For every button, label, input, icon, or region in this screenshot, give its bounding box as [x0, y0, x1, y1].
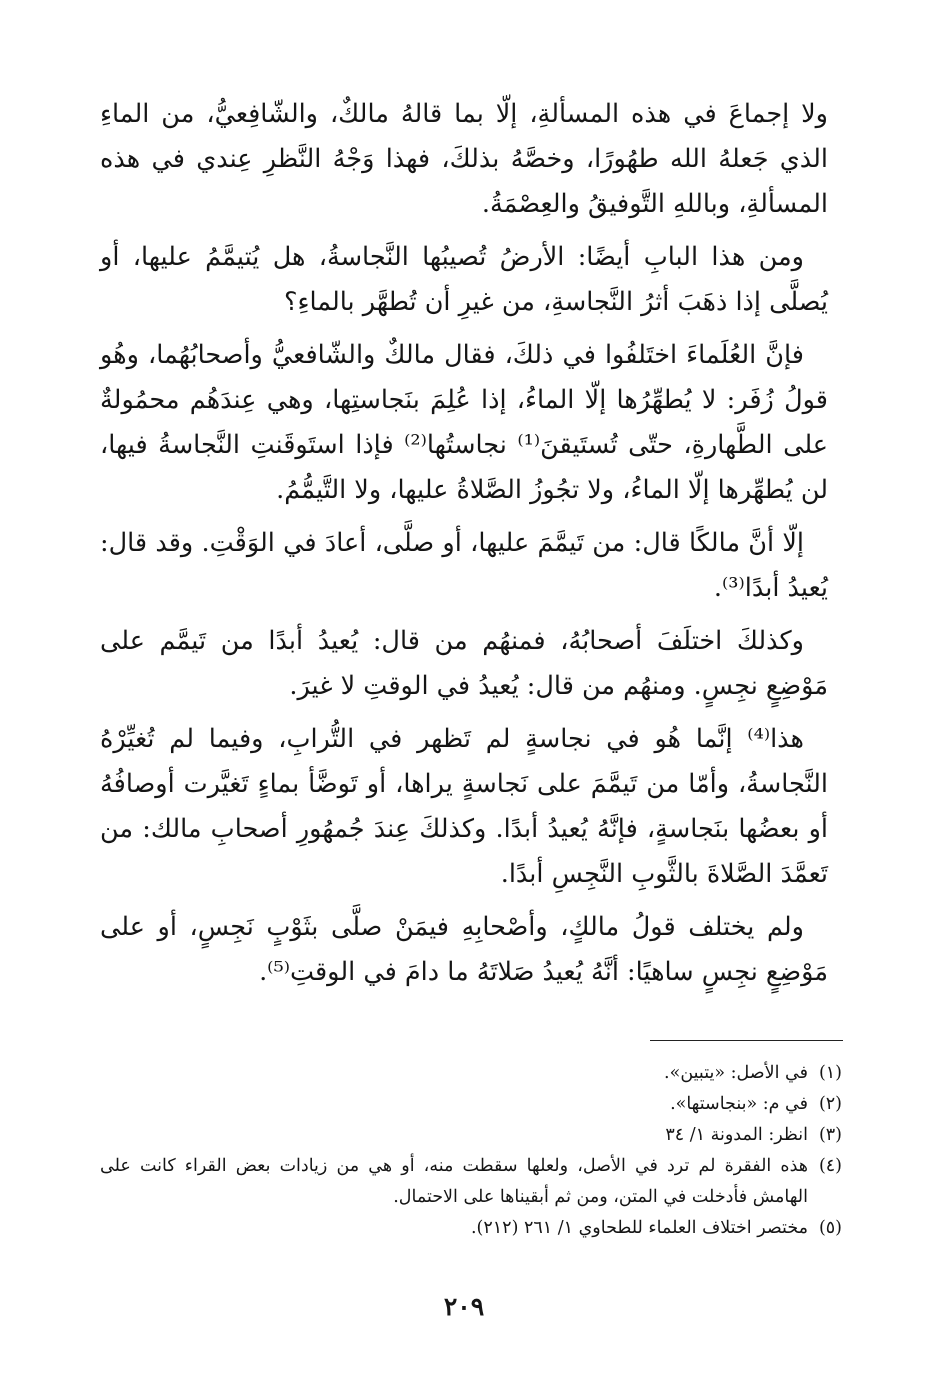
paragraph: ولم يختلف قولُ مالكٍ، وأصْحابِهِ فيمَنْ صلَّى بثَوْبٍ نَجِسٍ، أو على مَوْضِعٍ نجِسٍ ساهيًا: أنَّهُ يُعيدُ صَلاتَهُ ما دامَ في الوقتِ⁽⁵⁾. — [100, 912, 828, 987]
footnote-number: (٢) — [818, 1094, 842, 1114]
main-text — [100, 92, 828, 1003]
footnote — [100, 1058, 842, 1089]
paragraph: ولا إجماعَ في هذه المسألةِ، إلّا بما قالهُ مالكٌ، والشّافِعيُّ، من الماءِ الذي جَعلهُ الله طهُورًا، وخصَّهُ بذلكَ، فهذا وَجْهُ النَّظرِ عِندي في هذه المسألةِ، وباللهِ التَّوفيقُ والعِصْمَةُ. — [100, 99, 828, 219]
footnote-text: هذه الفقرة لم ترد في الأصل، ولعلها سقطت منه، أو هي من زيادات بعض القراء كانت على الهامش فأدخلت في المتن، ومن ثم أبقيناها على الاحتمال. — [100, 1156, 808, 1207]
footnote — [100, 1151, 842, 1213]
paragraph: هذا⁽⁴⁾ إنَّما هُو في نجاسةٍ لم تَظهر في التُّرابِ، وفيما لم تُغيِّرْهُ النَّجاسةُ، وأمّا من تَيمَّمَ على نَجاسةٍ يراها، أو تَوضَّأ بماءٍ تَغيَّرت أوصافُهُ أو بعضُها بنَجاسةٍ، فإنَّهُ يُعيدُ أبدًا. وكذلكَ عِندَ جُمهُورِ أصحابِ مالك: من تَعمَّدَ الصَّلاةَ بالثَّوبِ النَّجِسِ أبدًا. — [100, 724, 828, 889]
footnote-text: في م: «بنجاستها». — [670, 1094, 808, 1114]
footnote-text: انظر: المدونة ١/ ٣٤ — [665, 1125, 808, 1145]
footnote-number: (٤) — [818, 1156, 842, 1176]
page-number: ٢٠٩ — [443, 1292, 485, 1321]
footnote-number: (١) — [818, 1063, 842, 1083]
footnote-number: (٥) — [818, 1218, 842, 1238]
paragraph: ومن هذا البابِ أيضًا: الأرضُ تُصيبُها النَّجاسةُ، هل يُتيمَّمُ عليها، أو يُصلَّى إذا ذهَبَ أثرُ النَّجاسةِ، من غيرِ أن تُطهَّر بالماءِ؟ — [100, 242, 828, 317]
footnote-text: في الأصل: «يتبين». — [664, 1063, 808, 1083]
paragraph: إلّا أنَّ مالكًا قال: من تَيمَّمَ عليها، أو صلَّى، أعادَ في الوَقْتِ. وقد قال: يُعيدُ أبدًا⁽³⁾. — [100, 528, 828, 603]
footnotes — [100, 1058, 842, 1244]
footnote — [100, 1120, 842, 1151]
footnote — [100, 1089, 842, 1120]
footnote — [100, 1213, 842, 1244]
footnote-separator — [650, 1040, 843, 1041]
paragraph: فإنَّ العُلَماءَ اختَلفُوا في ذلكَ، فقال مالكٌ والشّافعيُّ وأصحابُهُما، وهُو قولُ زُفَر: لا يُطهِّرُها إلّا الماءُ، إذا عُلِمَ بنَجاستِها، وهي عِندَهُم محمُولةٌ على الطَّهارةِ، حتّى تُستَيقنَ⁽¹⁾ نجاستُها⁽²⁾ فإذا استَوقَنتِ النَّجاسةُ فيها، لن يُطهِّرها إلّا الماءُ، ولا تجُوزُ الصَّلاةُ عليها، ولا التَّيمُّمُ. — [100, 340, 828, 505]
paragraph: وكذلكَ اختلَفَ أصحابُهُ، فمنهُم من قال: يُعيدُ أبدًا من تَيمَّم على مَوْضِعٍ نجِسٍ. ومنهُم من قال: يُعيدُ في الوقتِ لا غيرَ. — [100, 626, 828, 701]
footnote-text: مختصر اختلاف العلماء للطحاوي ١/ ٢٦١ (٢١٢). — [470, 1218, 808, 1238]
footnote-number: (٣) — [818, 1125, 842, 1145]
